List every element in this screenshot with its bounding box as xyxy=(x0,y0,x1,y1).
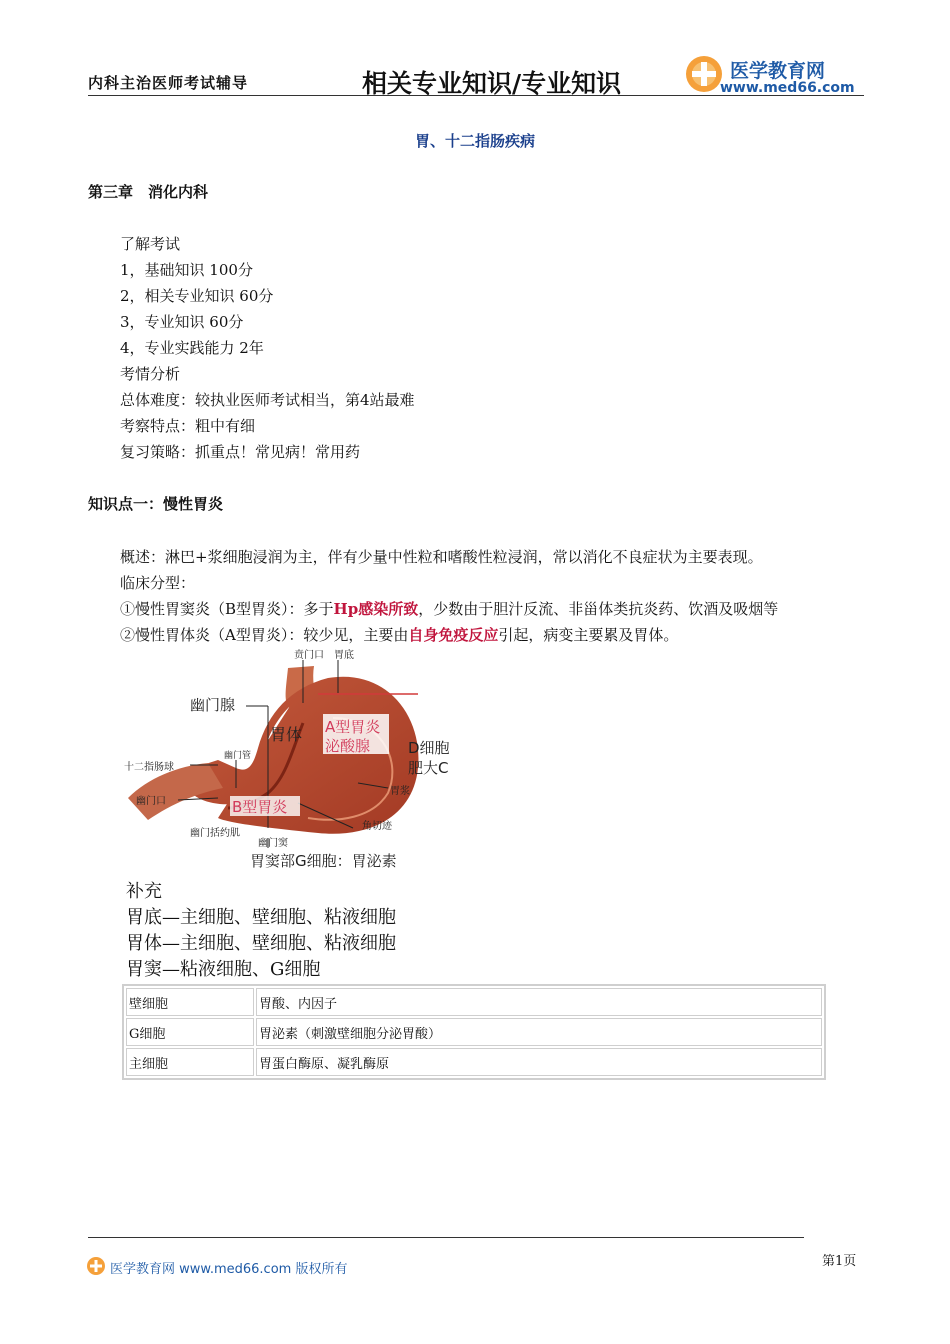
logo-name: 医学教育网 xyxy=(730,60,826,82)
label-d-cell: D细胞 xyxy=(408,739,450,757)
footer-logo-icon xyxy=(86,1256,106,1276)
supplement-line: 胃体—主细胞、壁细胞、粘液细胞 xyxy=(126,933,396,954)
label-cardia: 贲门口 xyxy=(294,650,324,661)
table-cell-desc: 胃蛋白酶原、凝乳酶原 xyxy=(256,1048,822,1076)
label-pylorus-canal: 幽门管 xyxy=(224,751,252,761)
label-pyloric-gland: 幽门腺 xyxy=(190,696,236,714)
table-cell-name: 壁细胞 xyxy=(126,988,254,1016)
body-text xyxy=(120,544,778,648)
intro-line: 3，专业知识 60分 xyxy=(120,313,244,331)
table-row xyxy=(126,988,822,1016)
label-b-type: B型胃炎 xyxy=(232,798,288,816)
label-mast-cell: 肥大C xyxy=(408,759,449,777)
b-type-highlight: Hp感染所致 xyxy=(333,600,419,618)
knowledge-point-heading: 知识点一：慢性胃炎 xyxy=(88,495,224,513)
label-antrum: 幽门窦 xyxy=(258,838,288,849)
intro-line: 4，专业实践能力 2年 xyxy=(120,339,264,357)
footer-copyright: 医学教育网 www.med66.com 版权所有 xyxy=(110,1262,348,1277)
table-cell-name: 主细胞 xyxy=(126,1048,254,1076)
logo-icon xyxy=(684,54,724,94)
a-type-post: 引起，病变主要累及胃体。 xyxy=(498,626,679,644)
cell-function-table xyxy=(122,984,826,1080)
label-angular-notch: 角切迹 xyxy=(362,821,392,832)
label-pylorus: 幽门口 xyxy=(136,796,166,807)
b-type-pre: ①慢性胃窦炎（B型胃炎）：多于 xyxy=(120,600,334,618)
doc-title: 胃、十二指肠疾病 xyxy=(414,132,535,150)
header-title: 相关专业知识/专业知识 xyxy=(362,69,622,98)
logo-url[interactable]: www.med66.com xyxy=(720,80,855,96)
classification-line: 临床分型： xyxy=(120,574,196,592)
a-type-highlight: 自身免疫反应 xyxy=(408,626,499,644)
supplement-line: 胃底—主细胞、壁细胞、粘液细胞 xyxy=(126,907,396,928)
supplement-line: 胃窦—粘液细胞、G细胞 xyxy=(126,959,321,980)
table-cell-desc: 胃酸、内因子 xyxy=(256,988,822,1016)
label-body: 胃体 xyxy=(270,725,303,744)
supplement xyxy=(126,879,396,983)
overview-line: 概述：淋巴+浆细胞浸润为主，伴有少量中性粒和嗜酸性粒浸润，常以消化不良症状为主要表现。 xyxy=(120,548,763,566)
b-type-line xyxy=(120,596,778,622)
table-cell-desc: 胃泌素（刺激壁细胞分泌胃酸） xyxy=(256,1018,822,1046)
intro-line: 了解考试 xyxy=(120,235,181,253)
label-acid-gland: 泌酸腺 xyxy=(325,737,371,755)
label-a-type: A型胃炎 xyxy=(325,718,381,736)
label-rugae: 胃浆 xyxy=(390,786,410,797)
intro-line: 复习策略：抓重点！常见病！常用药 xyxy=(120,443,361,461)
supplement-line: 补充 xyxy=(126,881,162,902)
intro-line: 考察特点：粗中有细 xyxy=(120,417,256,435)
stomach-diagram xyxy=(118,648,458,873)
label-g-cell: 胃窦部G细胞：胃泌素 xyxy=(250,852,397,870)
header-left-text: 内科主治医师考试辅导 xyxy=(88,74,249,92)
intro-line: 1，基础知识 100分 xyxy=(120,261,253,279)
label-duodenum: 十二指肠球 xyxy=(124,762,174,773)
label-sphincter: 幽门括约肌 xyxy=(190,828,240,839)
intro-line: 2，相关专业知识 60分 xyxy=(120,287,274,305)
intro-line: 总体难度：较执业医师考试相当，第4站最难 xyxy=(120,391,415,409)
a-type-pre: ②慢性胃体炎（A型胃炎）：较少见，主要由 xyxy=(120,626,409,644)
footer-divider xyxy=(88,1237,804,1238)
table-cell-name: G细胞 xyxy=(126,1018,254,1046)
page-number: 第1页 xyxy=(822,1254,857,1269)
label-fundus: 胃底 xyxy=(334,650,354,661)
table-row xyxy=(126,1018,822,1046)
table-row xyxy=(126,1048,822,1076)
b-type-post: ，少数由于胆汁反流、非甾体类抗炎药、饮酒及吸烟等 xyxy=(418,600,779,618)
intro-list xyxy=(120,231,415,465)
intro-line: 考情分析 xyxy=(120,365,181,383)
chapter-heading: 第三章 消化内科 xyxy=(88,183,209,201)
a-type-line xyxy=(120,622,778,648)
